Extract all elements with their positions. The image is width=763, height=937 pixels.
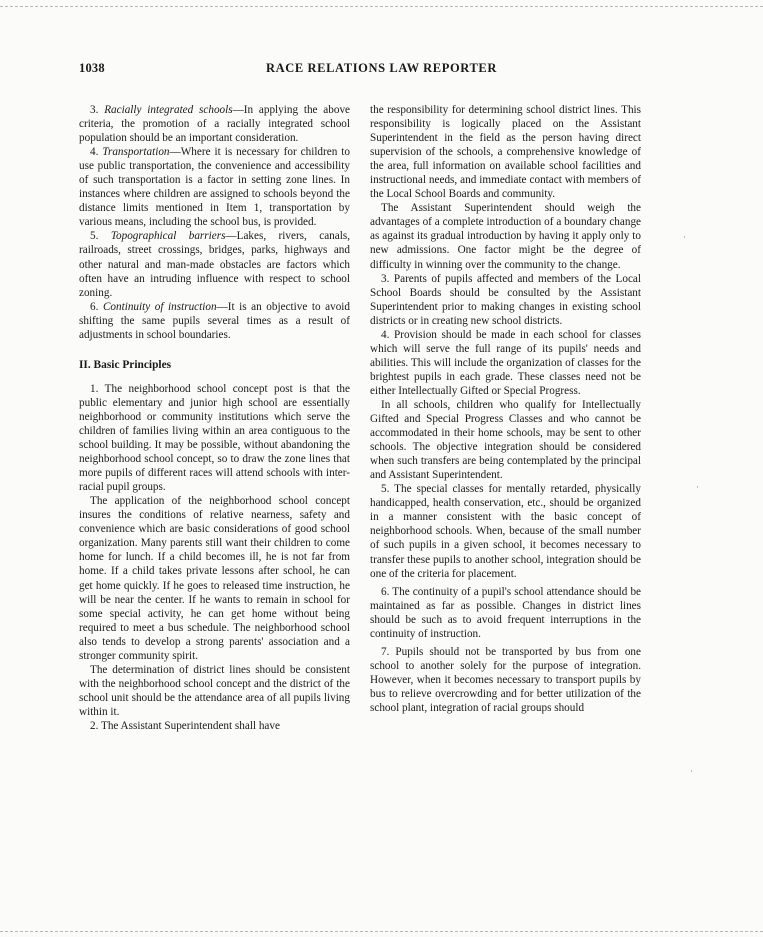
scan-speck: · xyxy=(696,482,699,492)
item-topographical-barriers xyxy=(79,229,350,299)
paragraph: The determination of district lines should be consistent with the neighborhood school concept and the district of the school unit should be the attendance area of all pupils living within it. xyxy=(79,663,350,718)
item-title: Racially integrated schools xyxy=(104,104,233,116)
page-number: 1038 xyxy=(79,61,105,75)
paragraph: In all schools, children who qualify for Intellectually Gifted and Special Progress Classes and who cannot be accommodated in their home schools, may be sent to other schools. The objective integration should be considered when such transfers are being contemplated by the principal and Assistant Superintendent. xyxy=(370,398,641,482)
item-body: —In applying the above criteria, the promotion of a racially integrated school population should be an important consideration. xyxy=(79,104,350,145)
paragraph: 5. The special classes for mentally retarded, physically handicapped, health conservation, etc., should be organized in a manner consistent with the basic concept of neighborhood schools. When, because of the small number of such pupils in a given school, it becomes necessary to transfer these pupils to another school, integration should be one of the criteria for placement. xyxy=(370,483,641,580)
item-title: Transportation xyxy=(102,146,170,159)
item-number: 3. xyxy=(90,104,105,116)
right-column xyxy=(370,103,641,715)
item-body: —Lakes, rivers, canals, railroads, street crossings, bridges, parks, highways and other natural and man-made obstacles are factors which often have an intruding influence with respect to school zoning. xyxy=(79,230,351,299)
paragraph: The Assistant Superintendent should weigh the advantages of a complete introduction of a boundary change as against its gradual introduction by having it apply only to new admissions. One factor might be the degree of difficulty in winning over the community to the change. xyxy=(370,202,641,271)
scan-edge-bottom xyxy=(0,931,763,932)
scan-speck: · xyxy=(683,232,686,242)
item-title: Topographical barriers xyxy=(110,230,226,243)
left-column xyxy=(79,103,350,733)
section-heading-basic-principles: II. Basic Principles xyxy=(79,358,172,371)
item-racially-integrated-schools xyxy=(79,103,350,145)
item-title: Continuity of instruction xyxy=(102,300,217,313)
item-transportation xyxy=(79,145,350,229)
running-title: RACE RELATIONS LAW REPORTER xyxy=(266,61,497,75)
item-continuity-of-instruction xyxy=(79,300,350,342)
paragraph: The application of the neighborhood school concept insures the conditions of relative nearness, safety and convenience which are basic considerations of good school organization. Many parents still want their children to come home for lunch. If a child becomes ill, he is not far from home. If a child takes private lessons after school, he can get home quickly. If he goes to released time instruction, he will be near the center. If he wants to remain in school for some special activity, he can get home without being required to meet a bus schedule. The neighborhood school also tends to develop a strong parents' association and a stronger community spirit. xyxy=(79,495,350,662)
paragraph: 1. The neighborhood school concept post is that the public elementary and junior high school are essentially neighborhood or community institutions which serve the children of families living within an area contiguous to the school building. It may be possible, without abandoning the neighborhood school concept, so to draw the zone lines that more pupils of different races will attend schools with inter-racial pupil groups. xyxy=(79,382,350,494)
paragraph: 3. Parents of pupils affected and members of the Local School Boards should be consulted by the Assistant Superintendent prior to making changes in existing school districts or in creating new school districts. xyxy=(370,272,641,327)
page-header xyxy=(0,0,763,90)
item-number: 4. xyxy=(90,146,103,159)
paragraph: 2. The Assistant Superintendent shall have xyxy=(90,719,280,732)
paragraph-continued: the responsibility for determining school district lines. This responsibility is logically placed on the Assistant Superintendent in the field as the person having direct supervision of the schools, a comprehensive knowledge of the area, full information on available school facilities and instructional needs, and immediate contact with members of the Local School Boards and community. xyxy=(370,104,641,201)
paragraph: 7. Pupils should not be transported by bus from one school to another solely for the purpose of integration. However, when it becomes necessary to transport pupils by bus to relieve overcrowding and for better utilization of the school plant, integration of racial groups should xyxy=(370,645,641,714)
item-body: —It is an objective to avoid shifting the same pupils several times as a result of adjustments in school boundaries. xyxy=(79,300,351,341)
item-number: 6. xyxy=(90,300,103,313)
scan-speck: · xyxy=(690,766,693,776)
paragraph: 6. The continuity of a pupil's school attendance should be maintained as far as possible. Changes in district lines should be such as to avoid frequent interruptions in the continuity of instruction. xyxy=(370,585,641,640)
paragraph: 4. Provision should be made in each school for classes which will serve the full range of its pupils' needs and abilities. This will include the organization of classes for the brightest pupils in each grade. These classes need not be either Intellectually Gifted or Special Progress. xyxy=(370,328,641,397)
item-number: 5. xyxy=(90,230,111,243)
item-body: —Where it is necessary for children to use public transportation, the convenience and accessibility of such transportation is a factor in setting zone lines. In instances where children are assigned to schools beyond the distance limits mentioned in Item 1, transportation by various means, including the school bus, is provided. xyxy=(79,146,350,229)
